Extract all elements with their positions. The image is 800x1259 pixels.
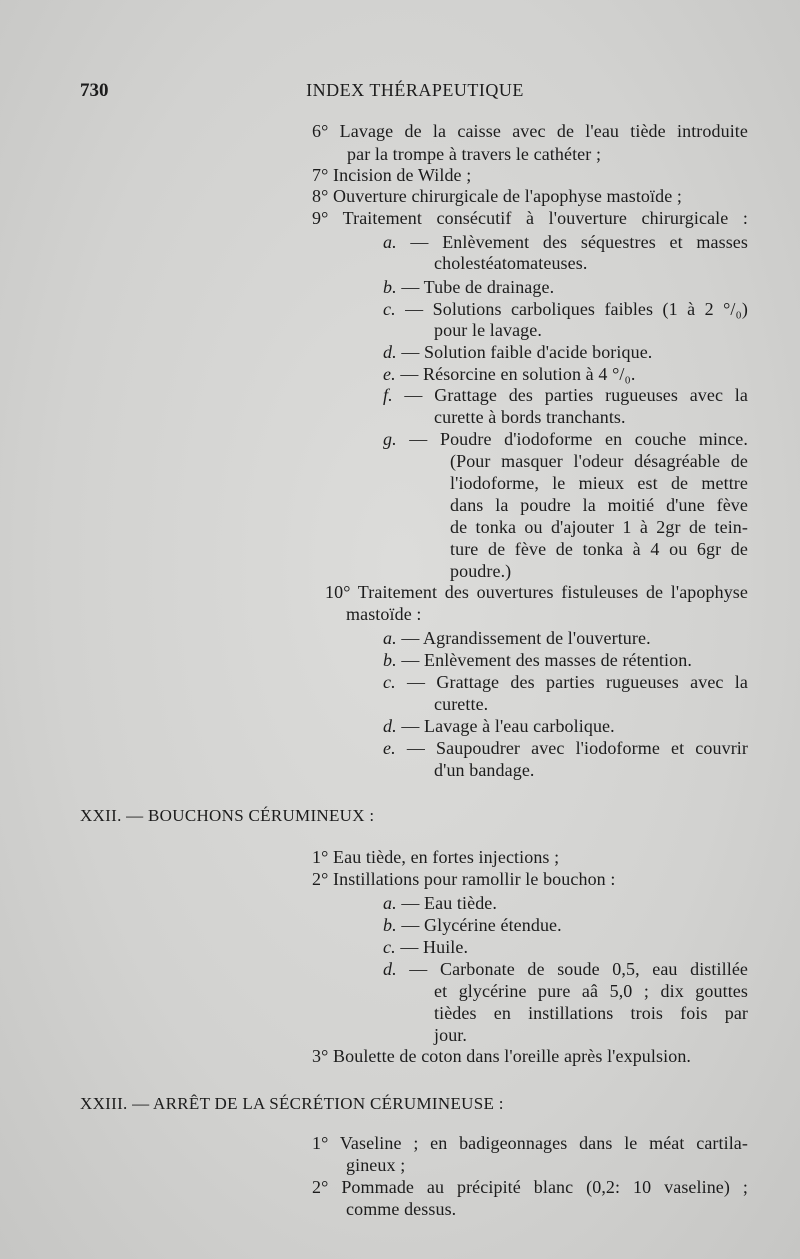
list-item: 8° Ouverture chirurgicale de l'apophyse mastoïde ; (312, 186, 683, 206)
sub-item-continuation: de tonka ou d'ajouter 1 à 2gr de tein- (450, 517, 748, 537)
page-header (0, 80, 800, 110)
sub-item-continuation: tièdes en instillations trois fois par (434, 1003, 748, 1023)
list-item: 9° Traitement consécutif à l'ouverture chirurgicale : (312, 208, 749, 228)
sub-item: b. — Glycérine étendue. (383, 915, 562, 935)
sub-item: d. — Carbonate de soude 0,5, eau distillée (383, 959, 748, 979)
sub-item-continuation: cholestéatomateuses. (434, 253, 588, 273)
sub-item: f. — Grattage des parties rugueuses avec la (383, 385, 748, 405)
running-title: INDEX THÉRAPEUTIQUE (306, 80, 524, 100)
sub-item: c. — Solutions carboliques faibles (1 à 2 °/₀) (383, 299, 749, 319)
sub-item: a. — Enlèvement des séquestres et masses (383, 232, 748, 252)
list-item-continuation: comme dessus. (346, 1199, 457, 1219)
sub-item: b. — Enlèvement des masses de rétention. (383, 650, 692, 670)
list-item: 6° Lavage de la caisse avec de l'eau tiède introduite (312, 121, 748, 141)
section-heading: XXII. — BOUCHONS CÉRUMINEUX : (80, 806, 375, 825)
sub-item-continuation: d'un bandage. (434, 760, 535, 780)
sub-item-continuation: pour le lavage. (434, 320, 542, 340)
sub-item-continuation: (Pour masquer l'odeur désagréable de (450, 451, 748, 471)
sub-item-continuation: curette. (434, 694, 489, 714)
section-heading: XXIII. — ARRÊT DE LA SÉCRÉTION CÉRUMINEUSE : (80, 1094, 504, 1113)
list-item-continuation: par la trompe à travers le cathéter ; (347, 144, 602, 164)
sub-item-continuation: jour. (434, 1025, 468, 1045)
sub-item: a. — Agrandissement de l'ouverture. (383, 628, 651, 648)
list-item: 10° Traitement des ouvertures fistuleuses de l'apophyse (325, 582, 748, 602)
list-item: 2° Instillations pour ramollir le bouchon : (312, 869, 616, 889)
page-number: 730 (80, 80, 109, 101)
sub-item: g. — Poudre d'iodoforme en couche mince. (383, 429, 748, 449)
sub-item-continuation: dans la poudre la moitié d'une fève (450, 495, 748, 515)
sub-item: a. — Eau tiède. (383, 893, 497, 913)
list-item-continuation: gineux ; (346, 1155, 406, 1175)
list-item: 2° Pommade au précipité blanc (0,2: 10 vaseline) ; (312, 1177, 748, 1197)
sub-item: c. — Grattage des parties rugueuses avec la (383, 672, 748, 692)
sub-item: b. — Tube de drainage. (383, 277, 555, 297)
list-item: 7° Incision de Wilde ; (312, 165, 472, 185)
sub-item: d. — Lavage à l'eau carbolique. (383, 716, 615, 736)
sub-item-continuation: curette à bords tranchants. (434, 407, 626, 427)
sub-item: c. — Huile. (383, 937, 469, 957)
sub-item: e. — Résorcine en solution à 4 °/₀. (383, 364, 636, 384)
sub-item-continuation: poudre.) (450, 561, 512, 581)
list-item: 1° Eau tiède, en fortes injections ; (312, 847, 560, 867)
list-item: 1° Vaseline ; en badigeonnages dans le méat cartila- (312, 1133, 748, 1153)
list-item: 3° Boulette de coton dans l'oreille après l'expulsion. (312, 1046, 692, 1066)
sub-item-continuation: ture de fève de tonka à 4 ou 6gr de (450, 539, 748, 559)
sub-item-continuation: l'iodoforme, le mieux est de mettre (450, 473, 748, 493)
list-item-continuation: mastoïde : (346, 604, 422, 624)
sub-item-continuation: et glycérine pure aâ 5,0 ; dix gouttes (434, 981, 748, 1001)
sub-item: d. — Solution faible d'acide borique. (383, 342, 653, 362)
sub-item: e. — Saupoudrer avec l'iodoforme et couvrir (383, 738, 748, 758)
